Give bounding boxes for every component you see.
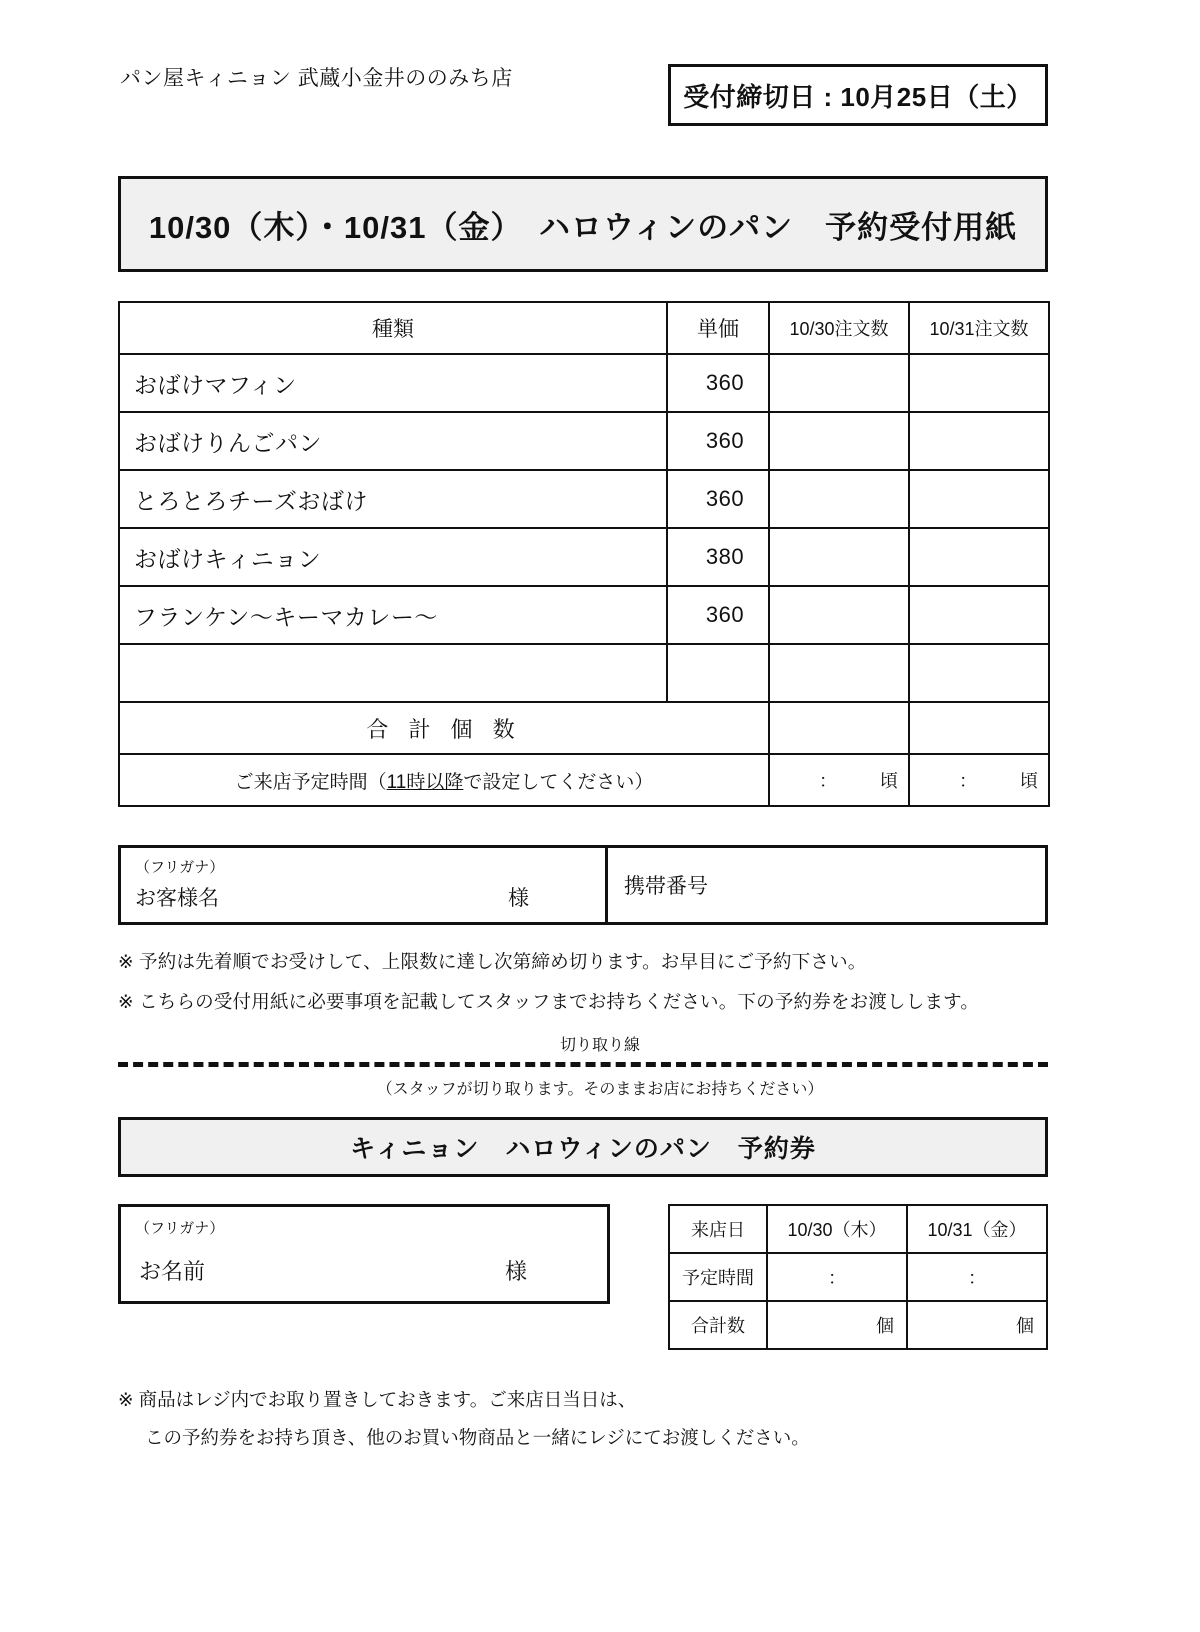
sama-suffix: 様 bbox=[504, 1259, 527, 1284]
time-colon: ： bbox=[958, 771, 977, 791]
visit-time-input-1031[interactable] bbox=[909, 754, 1049, 806]
time-suffix: 頃 bbox=[880, 771, 898, 791]
visit-time-prefix: ご来店予定時間（ bbox=[234, 771, 387, 793]
item-name[interactable] bbox=[119, 644, 667, 702]
qty-input-1030[interactable] bbox=[769, 586, 909, 644]
table-row bbox=[119, 528, 1049, 586]
ticket-name-box[interactable] bbox=[118, 1204, 610, 1304]
furigana-label: （フリガナ） bbox=[135, 1220, 225, 1237]
item-name: とろとろチーズおばけ bbox=[119, 470, 667, 528]
qty-input-1031[interactable] bbox=[909, 528, 1049, 586]
ticket-table bbox=[668, 1204, 1048, 1350]
qty-input-1031[interactable] bbox=[909, 354, 1049, 412]
title-banner bbox=[118, 176, 1048, 272]
table-row bbox=[119, 354, 1049, 412]
total-qty-1031[interactable] bbox=[909, 702, 1049, 754]
column-header-kind: 種類 bbox=[119, 302, 667, 354]
item-name: おばけりんごパン bbox=[119, 412, 667, 470]
item-price: 360 bbox=[667, 412, 769, 470]
customer-info-box bbox=[118, 845, 1048, 925]
ticket-banner bbox=[118, 1117, 1048, 1177]
bottom-note-line-2: この予約券をお持ち頂き、他のお買い物商品と一緒にレジにてお渡しください。 bbox=[145, 1427, 810, 1448]
cut-line-divider bbox=[118, 1062, 1048, 1067]
time-colon: ： bbox=[818, 771, 837, 791]
visit-time-label bbox=[119, 754, 769, 806]
ticket-label-time: 予定時間 bbox=[669, 1253, 767, 1301]
qty-input-1031[interactable] bbox=[909, 644, 1049, 702]
total-label: 合 計 個 数 bbox=[119, 702, 769, 754]
sama-suffix: 様 bbox=[508, 887, 529, 910]
customer-name-label: お客様名 bbox=[135, 887, 219, 910]
table-row bbox=[119, 586, 1049, 644]
column-header-qty-1030: 10/30注文数 bbox=[769, 302, 909, 354]
qty-input-1031[interactable] bbox=[909, 470, 1049, 528]
item-name: おばけマフィン bbox=[119, 354, 667, 412]
shop-name: パン屋キィニョン 武蔵小金井ののみち店 bbox=[120, 67, 513, 90]
table-header-row bbox=[119, 302, 1049, 354]
ticket-date-1030[interactable]: 10/30（木） bbox=[767, 1205, 907, 1253]
item-price: 360 bbox=[667, 470, 769, 528]
qty-input-1030[interactable] bbox=[769, 354, 909, 412]
mobile-number-field[interactable] bbox=[608, 848, 1045, 922]
deadline-text: 受付締切日 : 10月25日（土） bbox=[683, 81, 1033, 112]
page-title: 10/30（木）・10/31（金） ハロウィンのパン 予約受付用紙 bbox=[148, 209, 1018, 245]
visit-time-suffix: で設定してください） bbox=[463, 771, 654, 793]
ticket-total-1031[interactable]: 個 bbox=[907, 1301, 1047, 1349]
bottom-note-line-1: ※ 商品はレジ内でお取り置きしておきます。ご来店日当日は、 bbox=[118, 1389, 637, 1410]
visit-time-underline: 11時以降 bbox=[386, 771, 464, 793]
ticket-row-date bbox=[669, 1205, 1047, 1253]
ticket-row-total bbox=[669, 1301, 1047, 1349]
item-price: 360 bbox=[667, 354, 769, 412]
time-suffix: 頃 bbox=[1020, 771, 1038, 791]
column-header-qty-1031: 10/31注文数 bbox=[909, 302, 1049, 354]
note-line-1: ※ 予約は先着順でお受けして、上限数に達し次第締め切ります。お早目にご予約下さい。 bbox=[118, 951, 867, 972]
deadline-box bbox=[668, 64, 1048, 126]
customer-name-field[interactable] bbox=[121, 848, 608, 922]
table-row bbox=[119, 470, 1049, 528]
ticket-row-time bbox=[669, 1253, 1047, 1301]
table-row bbox=[119, 412, 1049, 470]
qty-input-1030[interactable] bbox=[769, 412, 909, 470]
table-row-empty bbox=[119, 644, 1049, 702]
cut-line-sublabel: （スタッフが切り取ります。そのままお店にお持ちください） bbox=[376, 1081, 824, 1098]
item-price: 380 bbox=[667, 528, 769, 586]
total-row bbox=[119, 702, 1049, 754]
furigana-label: （フリガナ） bbox=[135, 859, 225, 876]
item-name: フランケン〜キーマカレー〜 bbox=[119, 586, 667, 644]
ticket-time-1030[interactable]: ： bbox=[767, 1253, 907, 1301]
visit-time-input-1030[interactable] bbox=[769, 754, 909, 806]
item-name: おばけキィニョン bbox=[119, 528, 667, 586]
ticket-time-1031[interactable]: ： bbox=[907, 1253, 1047, 1301]
ticket-total-1030[interactable]: 個 bbox=[767, 1301, 907, 1349]
ticket-title: キィニョン ハロウィンのパン 予約券 bbox=[350, 1135, 816, 1163]
qty-input-1030[interactable] bbox=[769, 644, 909, 702]
note-line-2: ※ こちらの受付用紙に必要事項を記載してスタッフまでお持ちください。下の予約券をお渡しします。 bbox=[118, 991, 980, 1012]
item-price: 360 bbox=[667, 586, 769, 644]
ticket-date-1031[interactable]: 10/31（金） bbox=[907, 1205, 1047, 1253]
column-header-price: 単価 bbox=[667, 302, 769, 354]
mobile-number-label: 携帯番号 bbox=[624, 875, 708, 898]
ticket-name-label: お名前 bbox=[139, 1259, 206, 1284]
visit-time-row bbox=[119, 754, 1049, 806]
cut-line-label: 切り取り線 bbox=[559, 1037, 640, 1054]
ticket-label-total: 合計数 bbox=[669, 1301, 767, 1349]
ticket-label-visit-date: 来店日 bbox=[669, 1205, 767, 1253]
qty-input-1031[interactable] bbox=[909, 586, 1049, 644]
qty-input-1031[interactable] bbox=[909, 412, 1049, 470]
order-table bbox=[118, 301, 1050, 807]
total-qty-1030[interactable] bbox=[769, 702, 909, 754]
qty-input-1030[interactable] bbox=[769, 528, 909, 586]
qty-input-1030[interactable] bbox=[769, 470, 909, 528]
item-price[interactable] bbox=[667, 644, 769, 702]
